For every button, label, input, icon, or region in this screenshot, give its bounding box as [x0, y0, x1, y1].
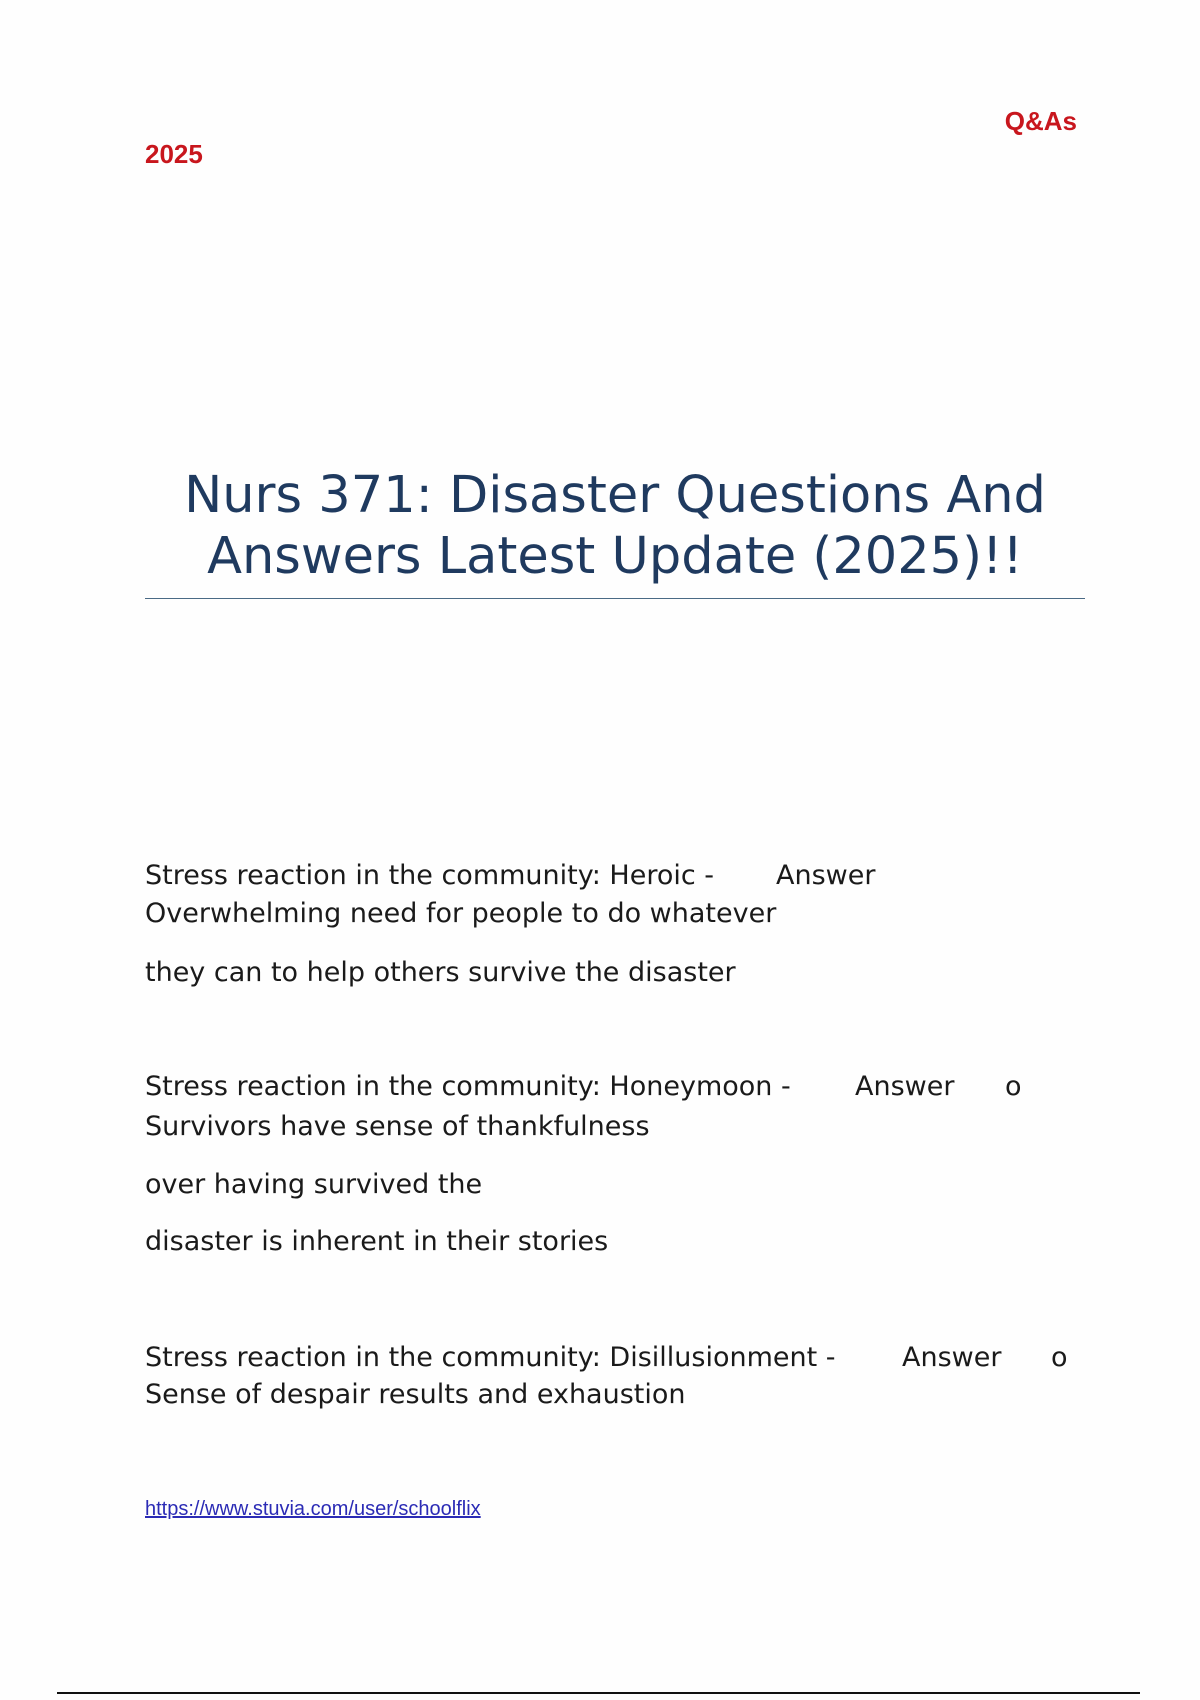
- title-line-1: Nurs 371: Disaster Questions And: [184, 466, 1046, 525]
- answer-label-3: Answer: [902, 1342, 1002, 1373]
- answer-1-line-2: they can to help others survive the disaster: [145, 957, 736, 988]
- answer-2-line-2: over having survived the: [145, 1169, 483, 1200]
- qas-label: Q&As: [1004, 106, 1077, 136]
- answer-2-line-3: disaster is inherent in their stories: [145, 1226, 609, 1257]
- answer-label-1: Answer: [776, 860, 876, 891]
- question-2: Stress reaction in the community: Honeymoon -: [145, 1071, 791, 1102]
- bullet-3: o: [1051, 1342, 1068, 1373]
- document-title: [145, 465, 1085, 587]
- answer-1-line-1: Overwhelming need for people to do whatever: [145, 898, 777, 929]
- stuvia-link[interactable]: https://www.stuvia.com/user/schoolflix: [145, 1498, 481, 1520]
- question-1: Stress reaction in the community: Heroic -: [145, 860, 715, 891]
- bullet-2: o: [1005, 1071, 1022, 1102]
- title-line-2: Answers Latest Update (2025)!!: [207, 527, 1023, 586]
- answer-3-line-1: Sense of despair results and exhaustion: [145, 1379, 686, 1410]
- answer-2-line-1: Survivors have sense of thankfulness: [145, 1111, 650, 1142]
- question-3: Stress reaction in the community: Disillusionment -: [145, 1342, 836, 1373]
- footer-rule: [57, 1692, 1140, 1694]
- title-rule: [145, 598, 1085, 599]
- year-label: 2025: [145, 139, 203, 169]
- answer-label-2: Answer: [855, 1071, 955, 1102]
